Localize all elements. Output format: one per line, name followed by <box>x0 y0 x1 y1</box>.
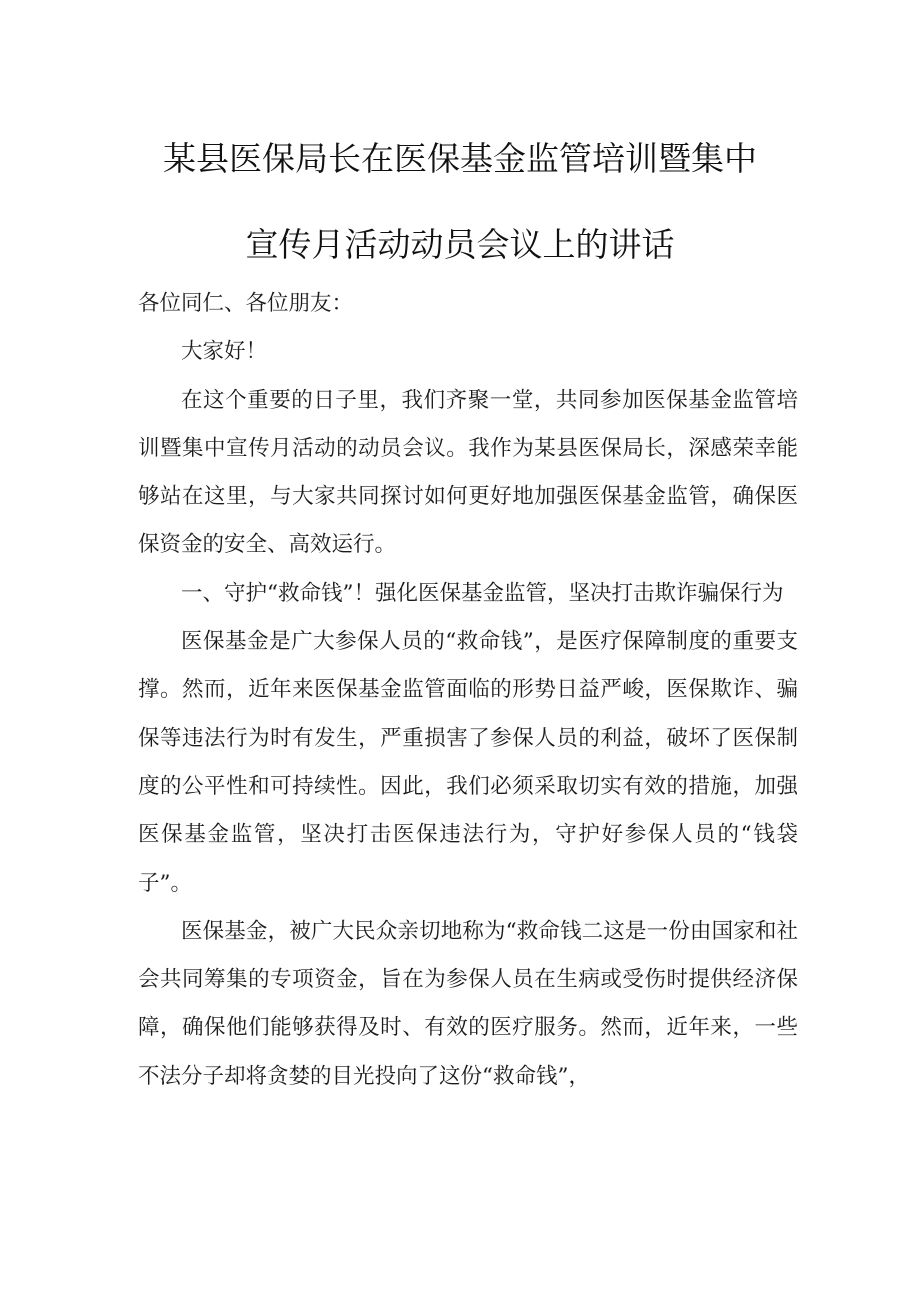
paragraph-fund-importance: 医保基金是广大参保人员的“救命钱”，是医疗保障制度的重要支撑。然而，近年来医保基金监管面临的形势日益严峻，医保欺诈、骗保等违法行为时有发生，严重损害了参保人员的利益，破坏了医保制度的公平性和可持续性。因此，我们必须采取切实有效的措施，加强医保基金监管，坚决打击医保违法行为，守护好参保人员的“钱袋子”。 <box>138 629 798 896</box>
paragraph-intro: 在这个重要的日子里，我们齐聚一堂，共同参加医保基金监管培训暨集中宣传月活动的动员会议。我作为某县医保局长，深感荣幸能够站在这里，与大家共同探讨如何更好地加强医保基金监管，确保医保资金的安全、高效运行。 <box>138 387 798 558</box>
greeting: 大家好！ <box>181 339 268 365</box>
document-title-line-1: 某县医保局长在医保基金监管培训暨集中 <box>163 139 757 178</box>
document-body <box>138 280 798 1101</box>
section-heading-1: 一、守护“救命钱”！强化医保基金监管，坚决打击欺诈骗保行为 <box>181 580 784 606</box>
paragraph-fund-definition: 医保基金，被广大民众亲切地称为“救命钱二这是一份由国家和社会共同筹集的专项资金，旨在为参保人员在生病或受伤时提供经济保障，确保他们能够获得及时、有效的医疗服务。然而，近年来，一些不法分子却将贪婪的目光投向了这份“救命钱”， <box>138 918 798 1089</box>
document-title-line-2: 宣传月活动动员会议上的讲话 <box>245 225 675 264</box>
salutation: 各位同仁、各位朋友： <box>138 291 354 316</box>
